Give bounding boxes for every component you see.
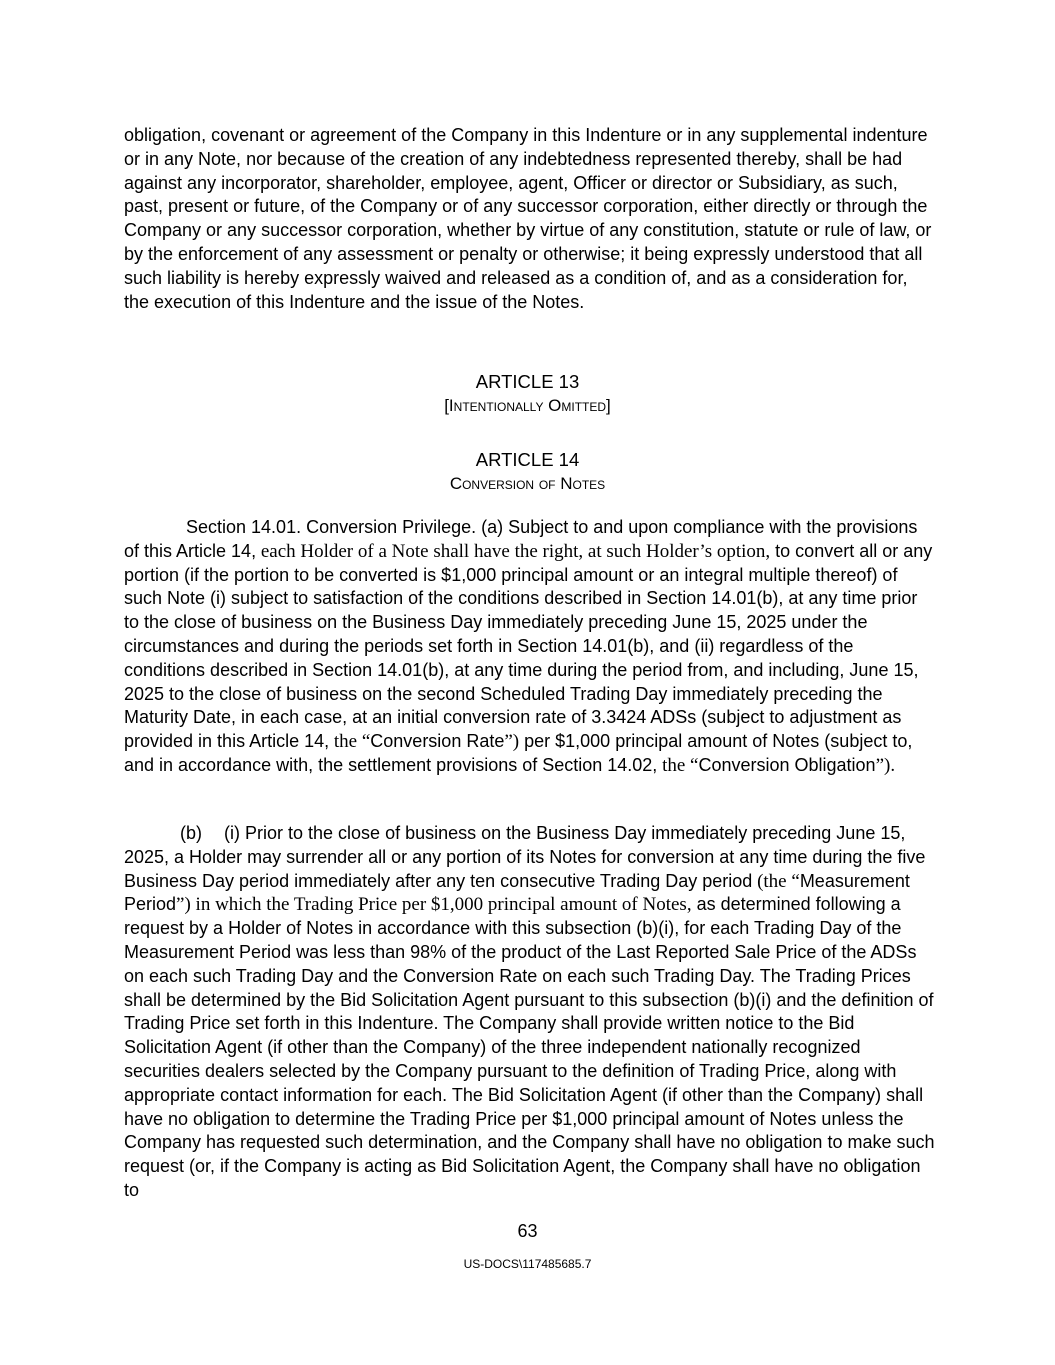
clause-label: (i) [224,823,240,843]
subsection-b-paragraph [124,822,936,1203]
document-id: US-DOCS\117485685.7 [463,1257,592,1271]
section-text: ”). [875,754,896,776]
section-text: the “ [657,754,699,776]
subsection-label: (b) [180,823,202,843]
subsection-text: (the “ [752,870,800,892]
section-text: the “ [329,731,371,753]
article-14-heading: ARTICLE 14 [475,449,580,470]
section-heading: Section 14.01. Conversion Privilege. [186,517,477,537]
section-text: (a) Subject to and upon compliance with the provisions of this Article 14, [124,517,918,561]
section-text: per $1,000 principal amount of Notes (subject to, and in accordance with, the settlement provisions of Section 14.02, [124,731,913,775]
article-13-heading: ARTICLE 13 [475,371,580,392]
section-text: each Holder of a Note shall have the right, at such Holder’s option, [256,540,771,562]
defined-term-measurement-period: Measurement Period [124,870,910,915]
article-13-title: [Intentionally Omitted] [444,396,611,415]
defined-term-conversion-obligation: Conversion Obligation [698,754,876,775]
section-14-01-paragraph [124,516,936,778]
defined-term-conversion-rate: Conversion Rate [370,731,505,752]
subsection-text: ”) in which the Trading Price per $1,000 principal amount of Notes, [176,894,692,916]
page-number: 63 [517,1221,538,1241]
body-paragraph-continuation: obligation, covenant or agreement of the Company in this Indenture or in any supplemental indenture or in any Note, nor because of the creation of any indebtedness represented thereby, shall be had against any incorporator, shareholder, employee, agent, Officer or director or Subsidiary, as such, past, present or future, of the Company or of any successor corporation, either directly or through the Company or any successor corporation, whether by virtue of any constitution, statute or rule of law, or by the enforcement of any assessment or penalty or otherwise; it being expressly understood that all such liability is hereby expressly waived and released as a condition of, and as a consideration for, the execution of this Indenture and the issue of the Notes. [124,125,932,312]
section-text: to convert all or any portion (if the portion to be converted is $1,000 principal amount or an integral multiple thereof) of such Note (i) subject to satisfaction of the conditions described in Section 14.01(b), at any time prior to the close of business on the Business Day immediately preceding June 15, 2025 under the circumstances and during the periods set forth in Section 14.01(b), and (ii) regardless of the conditions described in Section 14.01(b), at any time during the period from, and including, June 15, 2025 to the close of business on the second Scheduled Trading Day immediately preceding the Maturity Date, in each case, at an initial conversion rate of 3.3424 ADSs (subject to adjustment as provided in this Article 14, [124,540,933,752]
article-14-title: Conversion of Notes [449,474,606,493]
subsection-text: as determined following a request by a Holder of Notes in accordance with this subsection (b)(i), for each Trading Day of the Measurement Period was less than 98% of the product of the Last Reported Sale Price of the ADSs on each such Trading Day and the Conversion Rate on each such Trading Day. The Trading Prices shall be determined by the Bid Solicitation Agent pursuant to this subsection (b)(i) and the definition of Trading Price set forth in this Indenture. The Company shall provide written notice to the Bid Solicitation Agent (if other than the Company) of the three independent nationally recognized securities dealers selected by the Company pursuant to the definition of Trading Price, along with appropriate contact information for each. The Bid Solicitation Agent (if other than the Company) shall have no obligation to determine the Trading Price per $1,000 principal amount of Notes unless the Company has requested such determination, and the Company shall have no obligation to make such request (or, if the Company is acting as Bid Solicitation Agent, the Company shall have no obligation to [124,894,935,1200]
section-text: ”) [504,731,520,753]
subsection-text: Prior to the close of business on the Business Day immediately preceding June 15, 2025, a Holder may surrender all or any portion of its Notes for conversion at any time during the five Business Day period immediately after any ten consecutive Trading Day period [124,823,926,891]
